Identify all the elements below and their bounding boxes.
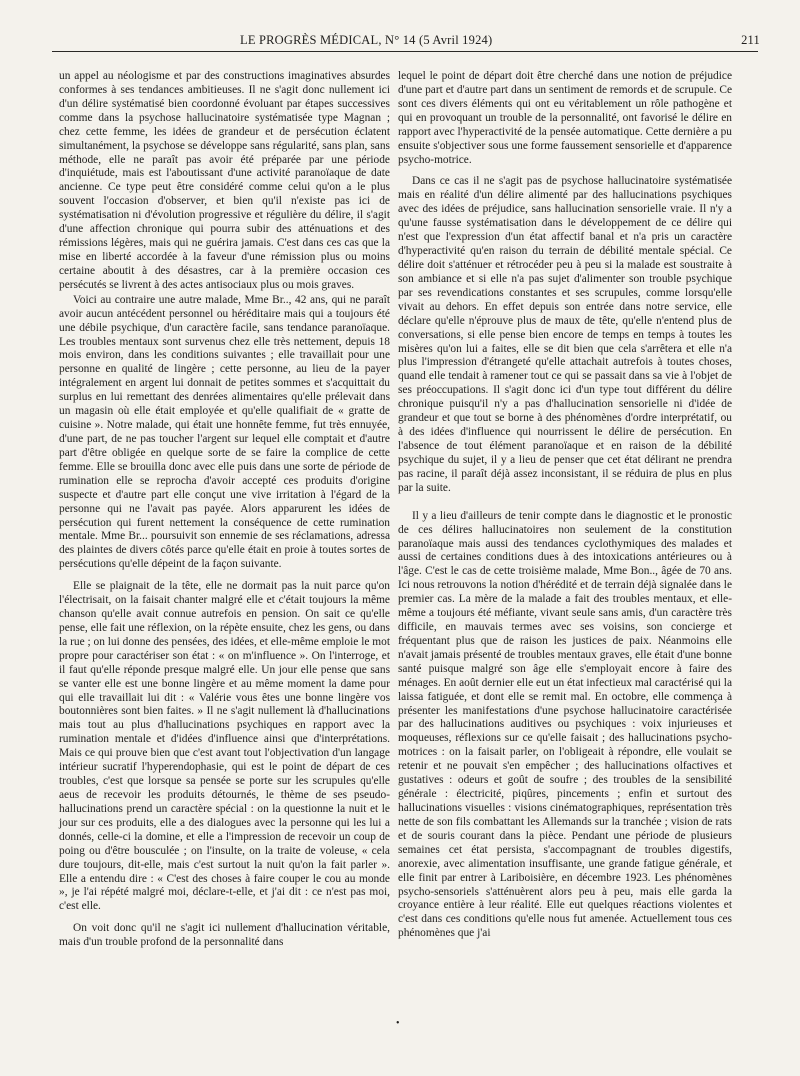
paragraph: un appel au néologisme et par des constructions imaginatives absurdes conformes à ses tendances ambitieuses. Il ne s'agit donc nullement ici d'un délire systématisé bien coordonné évoluant par étapes successives comme dans la psychose hallucinatoire systématisée type Magnan ; chez cette femme, les idées de grandeur et de persécution éclatent simultanément, la psychose se développe sans régularité, sans plan, sans méthode, elle ne paraît pas avoir été préparée par une période d'inquiétude, mais est l'aboutissant d'une activité paranoïaque de date ancienne. Ce type peut être considéré comme celui qu'on a le plus souvent l'occasion d'observer, et bien qu'il n'existe pas ici de systématisation ni d'évolution progressive et régulière du délire, il s'agit d'une affection chronique qui pourra subir des atténuations et des rémissions légères, mais qui ne guérira jamais. C'est dans ces cas que la mise en liberté accordée à la faveur d'une rémission plus ou moins certaine aboutit à des désastres, car à la première occasion ces persécutés se livrent à des actes antisociaux plus ou mois graves. [59, 70, 390, 291]
paragraph: Dans ce cas il ne s'agit pas de psychose hallucinatoire systématisée mais en réalité d'un délire alimenté par des hallucinations psychiques avec des idées de préjudice, sans hallucination sensorielle vraie. Il n'y a qu'une fausse systématisation dans le développement de ce délire qui n'est que l'expression d'un état affectif banal et n'a pris un caractère d'hyperactivité qu'en raison du terrain de débilité mentale spécial. Ce délire doit s'atténuer et rétrocéder peu à peu si la malade est soustraite à son ambiance et si elle n'a pas sujet d'alimenter son trouble psychique par ses revendications constantes et ses scrupules, comme lorsqu'elle vivait au dehors. En effet depuis son entrée dans notre service, elle déclare qu'elle n'éprouve plus de maux de tête, qu'elle n'entend plus de conversations, si elle pense bien encore de temps en temps à toutes les misères qu'on lui a faites, elle se dit bien que cela s'arrêtera et elle n'a plus l'impression d'étrangeté qu'elle attachait autrefois à toutes choses, quand elle tendait à ramener tout ce qui se passait dans sa vie à l'objet de ses préoccupations. Il s'agit donc ici d'un type tout différent du délire chronique puisqu'il n'y a pas d'hallucination sensorielle ni d'idée de grandeur et que tout se borne à des phénomènes d'ordre interprétatif, ou à des idées d'influence qui nourrissent le délire de persécution. En l'absence de tout élément paranoïaque et en raison de la débilité psychique du sujet, il y a lieu de penser que cet état délirant ne prendra pas racine, il paraît déjà assez inconsistant, il se réduira de plus en plus par la suite. [398, 175, 732, 494]
paragraph: Voici au contraire une autre malade, Mme Br.., 42 ans, qui ne paraît avoir aucun antécédent personnel ou héréditaire mais qui a toujours été une débile psychique, d'un caractère facile, sans tendance paranoïaque. Les troubles mentaux sont survenus chez elle très nettement, depuis 18 mois environ, dans les conditions suivantes ; elle travaillait pour une personne en qualité de lingère ; cette personne, au lieu de la payer intégralement en argent lui donnait de petites sommes et s'acquittait du surplus en lui remettant des denrées alimentaires qu'elle prélevait dans un magasin où elle était employée et qu'elle qualifiait de « gratte de cuisine ». Notre malade, qui était une honnête femme, fut très ennuyée, d'une part, de ne pas toucher l'argent sur lequel elle comptait et d'autre part d'être obligée en quelque sorte de se faire la complice de cette femme. Elle se brouilla donc avec elle puis dans une sorte de période de rumination elle se reprocha d'avoir accepté ces produits d'origine suspecte et d'autre part elle conçut une vive irritation à l'égard de la personne qui ne l'avait pas payée. Alors apparurent les idées de persécution qui furent nettement la conséquence de cette rumination mentale. Mme Br... poursuivit son ennemie de ses réclamations, adressa des plaintes de divers côtés parce qu'elle était en proie à toutes sortes de persécutions qu'elle dépeint de la façon suivante. [59, 293, 390, 571]
header-rule [52, 51, 758, 52]
footer-mark: • [396, 1018, 400, 1029]
left-column [59, 70, 390, 950]
paragraph: lequel le point de départ doit être cherché dans une notion de préjudice d'une part et d'autre part dans un sentiment de remords et de scrupule. Ce sont ces divers éléments qui ont eu véritablement un rôle pathogène et qui en provoquant un trouble de la personnalité, ont favorisé le délire en rapport avec l'hyperactivité de la pensée automatique. Cette dernière a pu ensuite s'objectiver sous une forme faussement sensorielle et d'apparence psycho-motrice. [398, 70, 732, 166]
journal-title: LE PROGRÈS MÉDICAL, N° 14 (5 Avril 1924) [240, 33, 493, 47]
page-number: 211 [741, 33, 760, 47]
running-header [52, 31, 760, 51]
paragraph: On voit donc qu'il ne s'agit ici nullement d'hallucination véritable, mais d'un trouble profond de la personnalité dans [59, 922, 390, 949]
right-column [398, 70, 732, 941]
paragraph: Elle se plaignait de la tête, elle ne dormait pas la nuit parce qu'on l'électrisait, on la faisait chanter malgré elle et c'était toujours la même chanson qu'elle avait connue autrefois en pension. On sait ce qu'elle pense, elle fait une réflexion, on la répète ensuite, chez les gens, ou dans la rue ; on lui donne des pensées, des idées, et elle-même emploie le mot propre pour caractériser son état : « on m'influence ». On l'interroge, et il faut qu'elle réponde presque malgré elle. Un jour elle pense que sans se vanter elle est une bonne lingère et au même moment la dame pour qui elle travaillait lui dit : « Valérie vous êtes une bonne lingère vos boutonnières sont bien faites. » Il ne s'agit nullement là d'hallucinations mais tout au plus d'hallucinations psychiques en rapport avec la rumination mentale et d'idées d'influence ainsi que d'interprétations. Mais ce qui prouve bien que c'est avant tout l'objectivation d'un langage intérieur sucratif l'hyperendophasie, qui est le point de départ de ces troubles, c'est que lorsque sa pensée se porte sur les scrupules qu'elle aeus de recevoir les produits détournés, le thème de ses pseudo-hallucinations prend un caractère spécial : on la questionne la nuit et le jour sur ces produits, elle a des dialogues avec la personne qui les lui a donnés, celle-ci la domine, et elle a l'impression de recevoir un coup de poing ou d'être bousculée ; on l'insulte, on la traite de voleuse, « cela dure toujours, dit-elle, mais c'est surtout la nuit qu'on la fait parler ». Elle a entendu dire : « C'est des choses à faire couper le cou au monde », je l'ai répété malgré moi, déclare-t-elle, et j'ai dit : ce n'est pas moi, c'est elle. [59, 580, 390, 913]
paragraph: Il y a lieu d'ailleurs de tenir compte dans le diagnostic et le pronostic de ces délires hallucinatoires non seulement de la constitution paranoïaque mais aussi des tendances cyclothymiques des malades et aussi de certaines conditions dues à des intoxications antérieures ou à l'âge. C'est le cas de cette troisième malade, Mme Bon.., âgée de 70 ans. Ici nous retrouvons la notion d'hérédité et de terrain déjà signalée dans le premier cas. La mère de la malade a fait des troubles mentaux, et elle-même a toujours été méfiante, vivant seule sans amis, d'un caractère très difficile, en mauvais termes avec ses voisins, son concierge et fréquentant plus que de raison les justices de paix. Néanmoins elle n'avait jamais présenté de troubles mentaux graves, elle était d'une bonne santé puisque malgré son âge elle s'employait encore à faire des ménages. En août dernier elle eut un état infectieux mal caractérisé qui la laissa fatiguée, et dont elle se remit mal. En octobre, elle commença à présenter les manifestations d'une psychose hallucinatoire caractérisée par des hallucinations auditives ou psychiques : voix injurieuses et moqueuses, réflexions sur ce qu'elle faisait ; des hallucinations psycho-motrices : on la faisait parler, on l'obligeait à répondre, elle voulait se retenir et ne pouvait s'en empêcher ; des hallucinations olfactives et gustatives : odeurs et goût de soufre ; des troubles de la sensibilité générale : électricité, piqûres, pincements ; enfin et surtout des hallucinations visuelles : visions cinématographiques, représentation très nette de son fils combattant les Allemands sur la tranchée ; vision de rats et de souris courant dans la pièce. Pendant une période de plusieurs semaines cet état persista, s'accompagnant de troubles digestifs, anorexie, avec alimentation insuffisante, une grande fatigue générale, et elle finit par entrer à Lariboisière, en décembre 1923. Les phénomènes psycho-sensoriels s'atténuèrent alors peu à peu, mais elle garda la croyance entière à leur réalité. Elle eut quelques réactions violentes et c'est dans ces conditions qu'elle nous fut amenée. Actuellement tous ces phénomènes que j'ai [398, 509, 732, 940]
